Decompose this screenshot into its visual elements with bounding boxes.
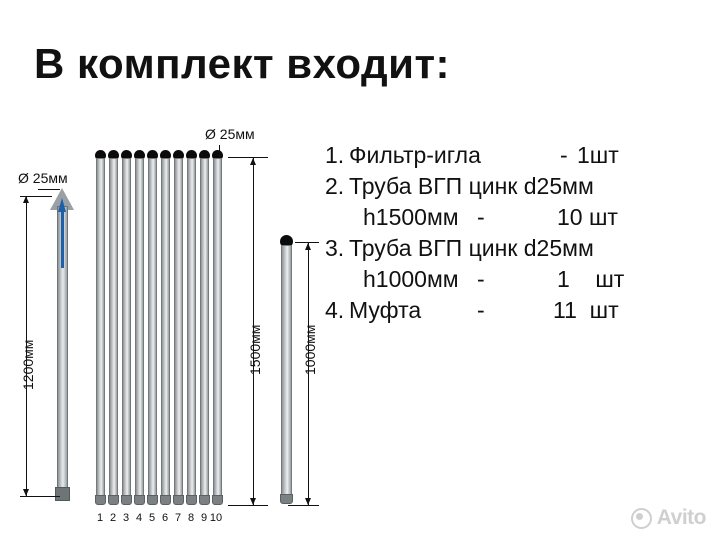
needle-dim-arrow-top <box>23 196 29 203</box>
list-item-dash: - <box>477 204 485 230</box>
pipe-foot <box>134 495 145 505</box>
list-item-number: 4. <box>325 297 345 323</box>
avito-logo-icon <box>631 508 652 529</box>
page-title: В комплект входит: <box>34 40 451 87</box>
needle-length-label: 1200мм <box>20 339 36 390</box>
list-item-number: 3. <box>325 235 345 261</box>
list-item <box>325 295 710 326</box>
list-item-text: Муфта <box>349 297 422 323</box>
pipe-1500 <box>109 158 118 501</box>
pipe1000-dim-tick-bottom <box>288 505 319 506</box>
watermark-text: Avito <box>656 506 706 529</box>
needle-dim-tick-bottom <box>20 496 60 497</box>
pipe-diameter-label: Ø 25мм <box>205 126 255 142</box>
pipe-foot <box>212 495 223 505</box>
pipe-index-label: 3 <box>122 512 130 524</box>
list-item <box>325 202 710 233</box>
pipe-index-label: 4 <box>135 512 143 524</box>
list-item-qty: 10 шт <box>557 204 618 230</box>
pipe-index-label: 1 <box>96 512 104 524</box>
list-item-qty: 1шт <box>577 142 619 168</box>
needle-dim-tick-top <box>20 196 52 197</box>
pipes-length-label: 1500мм <box>247 324 263 375</box>
pipe-foot <box>147 495 158 505</box>
list-item-text: Фильтр-игла <box>349 142 481 168</box>
list-item <box>325 140 710 171</box>
pipe-foot <box>121 495 132 505</box>
diagram-area <box>0 0 325 540</box>
pipe-diameter-leader <box>219 145 220 157</box>
needle-foot <box>55 487 70 501</box>
pipe-index-label: 9 <box>200 512 208 524</box>
pipe1000-dim-tick-top <box>295 242 319 243</box>
pipe-index-label: 2 <box>109 512 117 524</box>
contents-list <box>325 140 710 326</box>
list-item-number: 2. <box>325 173 345 199</box>
list-item-dash: - <box>477 266 485 292</box>
list-item-qty: 11 шт <box>553 297 619 323</box>
pipe-foot <box>186 495 197 505</box>
list-item-text: Труба ВГП цинк d25мм <box>349 173 594 199</box>
pipe-1000-foot <box>280 494 293 504</box>
list-item <box>325 171 710 202</box>
list-item-text: h1000мм <box>363 266 459 292</box>
pipe-1500 <box>213 158 222 501</box>
pipe-1500 <box>96 158 105 501</box>
pipe-index-label: 5 <box>148 512 156 524</box>
list-item-dash: - <box>477 297 485 323</box>
pipe-1500 <box>174 158 183 501</box>
list-item-text: Труба ВГП цинк d25мм <box>349 235 594 261</box>
pipe-foot <box>108 495 119 505</box>
pipe-index-label: 10 <box>209 512 223 524</box>
needle-dim-arrow-bottom <box>23 489 29 496</box>
pipe-foot <box>160 495 171 505</box>
pipe-1500 <box>200 158 209 501</box>
list-item-dash: - <box>560 142 568 168</box>
pipe-1500 <box>148 158 157 501</box>
pipe1000-dim-arrow-top <box>305 243 311 250</box>
pipes-dim-tick-bottom <box>228 505 268 506</box>
pipe-1500 <box>135 158 144 501</box>
pipe-index-label: 8 <box>187 512 195 524</box>
pipes-dim-tick-top <box>228 157 268 158</box>
list-item <box>325 264 710 295</box>
pipe-1500 <box>122 158 131 501</box>
pipes-dim-arrow-bottom <box>250 498 256 505</box>
pipe-1500 <box>161 158 170 501</box>
list-item-qty: 1 шт <box>557 266 625 292</box>
needle-diameter-leader <box>38 189 60 190</box>
list-item <box>325 233 710 264</box>
list-item-number: 1. <box>325 142 345 168</box>
list-item-text: h1500мм <box>363 204 459 230</box>
pipe-index-label: 6 <box>161 512 169 524</box>
pipe-1000 <box>281 245 292 501</box>
pipe-foot <box>199 495 210 505</box>
pipes-dim-arrow-top <box>250 158 256 165</box>
pipe1000-length-label: 1000мм <box>302 324 318 375</box>
pipe-foot <box>95 495 106 505</box>
pipe-foot <box>173 495 184 505</box>
pipe-index-label: 7 <box>174 512 182 524</box>
needle-direction-arrow-icon <box>58 198 67 268</box>
needle-diameter-label: Ø 25мм <box>18 170 68 186</box>
pipe-1500 <box>187 158 196 501</box>
avito-watermark <box>631 506 706 530</box>
pipe1000-dim-arrow-bottom <box>305 498 311 505</box>
